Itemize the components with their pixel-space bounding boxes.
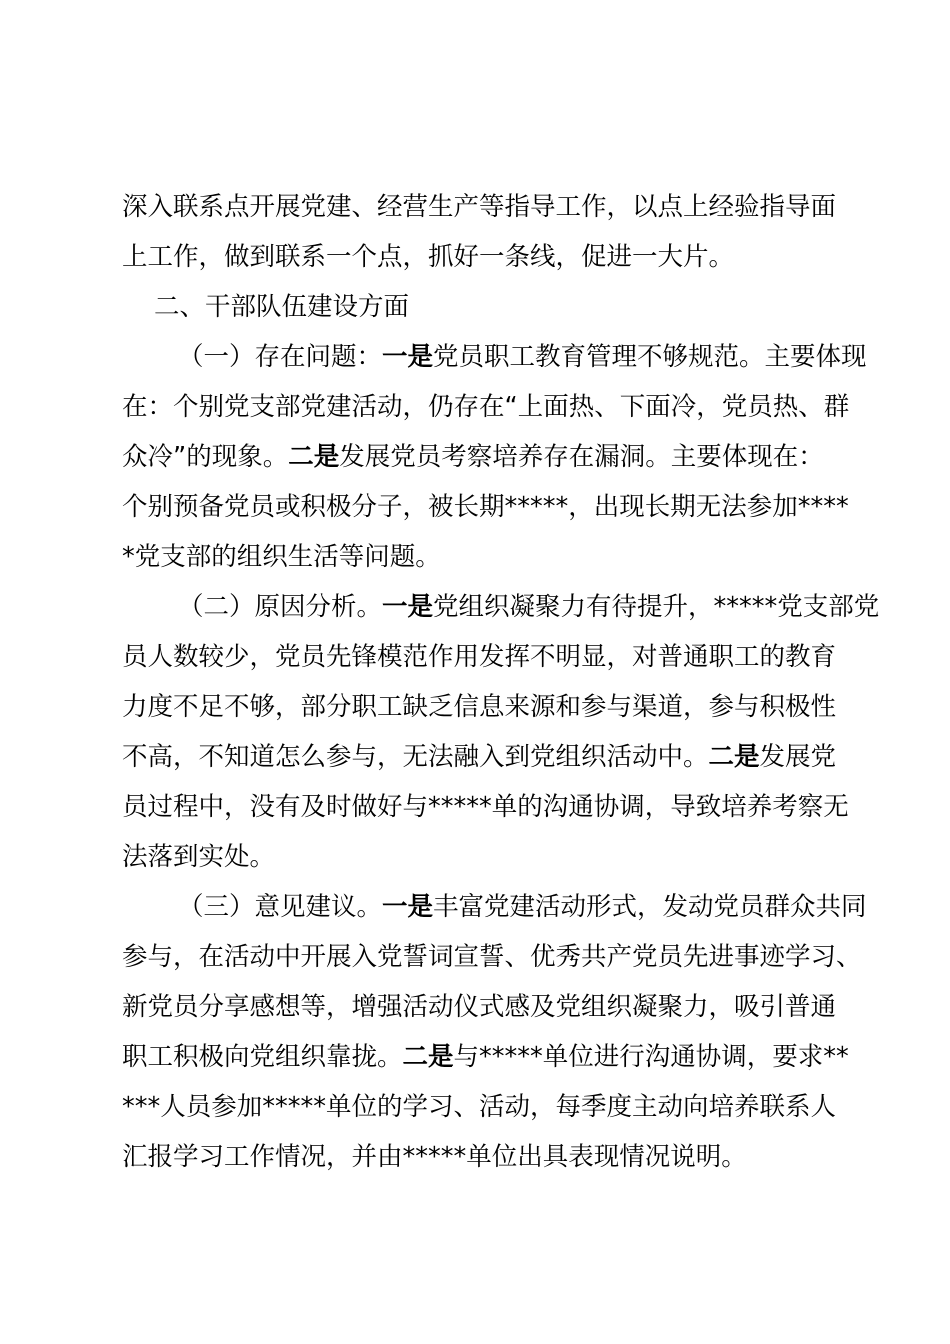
text-line: 在：个别党支部党建活动，仍存在“上面热、下面冷，党员热、群: [122, 392, 850, 422]
emphasis: 一是: [382, 592, 434, 622]
text-line: （三）意见建议。一是丰富党建活动形式，发动党员群众共同: [178, 892, 867, 922]
text-line: 职工积极向党组织靠拢。二是与*****单位进行沟通协调，要求**: [122, 1042, 849, 1072]
text-line: （二）原因分析。一是党组织凝聚力有待提升，*****党支部党: [178, 592, 880, 622]
emphasis: 二是: [402, 1042, 454, 1072]
text-line: （一）存在问题：一是党员职工教育管理不够规范。主要体现: [178, 342, 867, 372]
emphasis: 二是: [708, 742, 760, 772]
emphasis: 一是: [382, 892, 434, 922]
text-line: 员过程中，没有及时做好与*****单的沟通协调，导致培养考察无: [122, 792, 849, 822]
text-line: 法落到实处。: [122, 842, 276, 872]
text-line: 深入联系点开展党建、经营生产等指导工作，以点上经验指导面: [122, 192, 837, 222]
subsection-label: （二）原因分析。: [178, 592, 383, 622]
subsection-label: （三）意见建议。: [178, 892, 383, 922]
text-line: ***人员参加*****单位的学习、活动，每季度主动向培养联系人: [122, 1092, 837, 1122]
emphasis: 一是: [382, 342, 434, 372]
text-line: 新党员分享感想等，增强活动仪式感及党组织凝聚力，吸引普通: [122, 992, 837, 1022]
text-line: 上工作，做到联系一个点，抓好一条线，促进一大片。: [122, 242, 735, 272]
document-body: [122, 182, 880, 1182]
text-line: 员人数较少，党员先锋模范作用发挥不明显，对普通职工的教育: [122, 642, 837, 672]
text-line: *党支部的组织生活等问题。: [122, 542, 441, 572]
text-line: 力度不足不够，部分职工缺乏信息来源和参与渠道，参与积极性: [122, 692, 837, 722]
text-line: 不高，不知道怎么参与，无法融入到党组织活动中。二是发展党: [122, 742, 837, 772]
text-line: 汇报学习工作情况，并由*****单位出具表现情况说明。: [122, 1142, 747, 1172]
section-heading: 二、干部队伍建设方面: [154, 292, 410, 322]
text-line: 众冷”的现象。二是发展党员考察培养存在漏洞。主要体现在：: [122, 442, 824, 472]
subsection-label: （一）存在问题：: [178, 342, 383, 372]
text-line: 参与，在活动中开展入党誓词宣誓、优秀共产党员先进事迹学习、: [122, 942, 862, 972]
text-line: 个别预备党员或积极分子，被长期*****，出现长期无法参加****: [122, 492, 849, 522]
emphasis: 二是: [288, 442, 340, 472]
